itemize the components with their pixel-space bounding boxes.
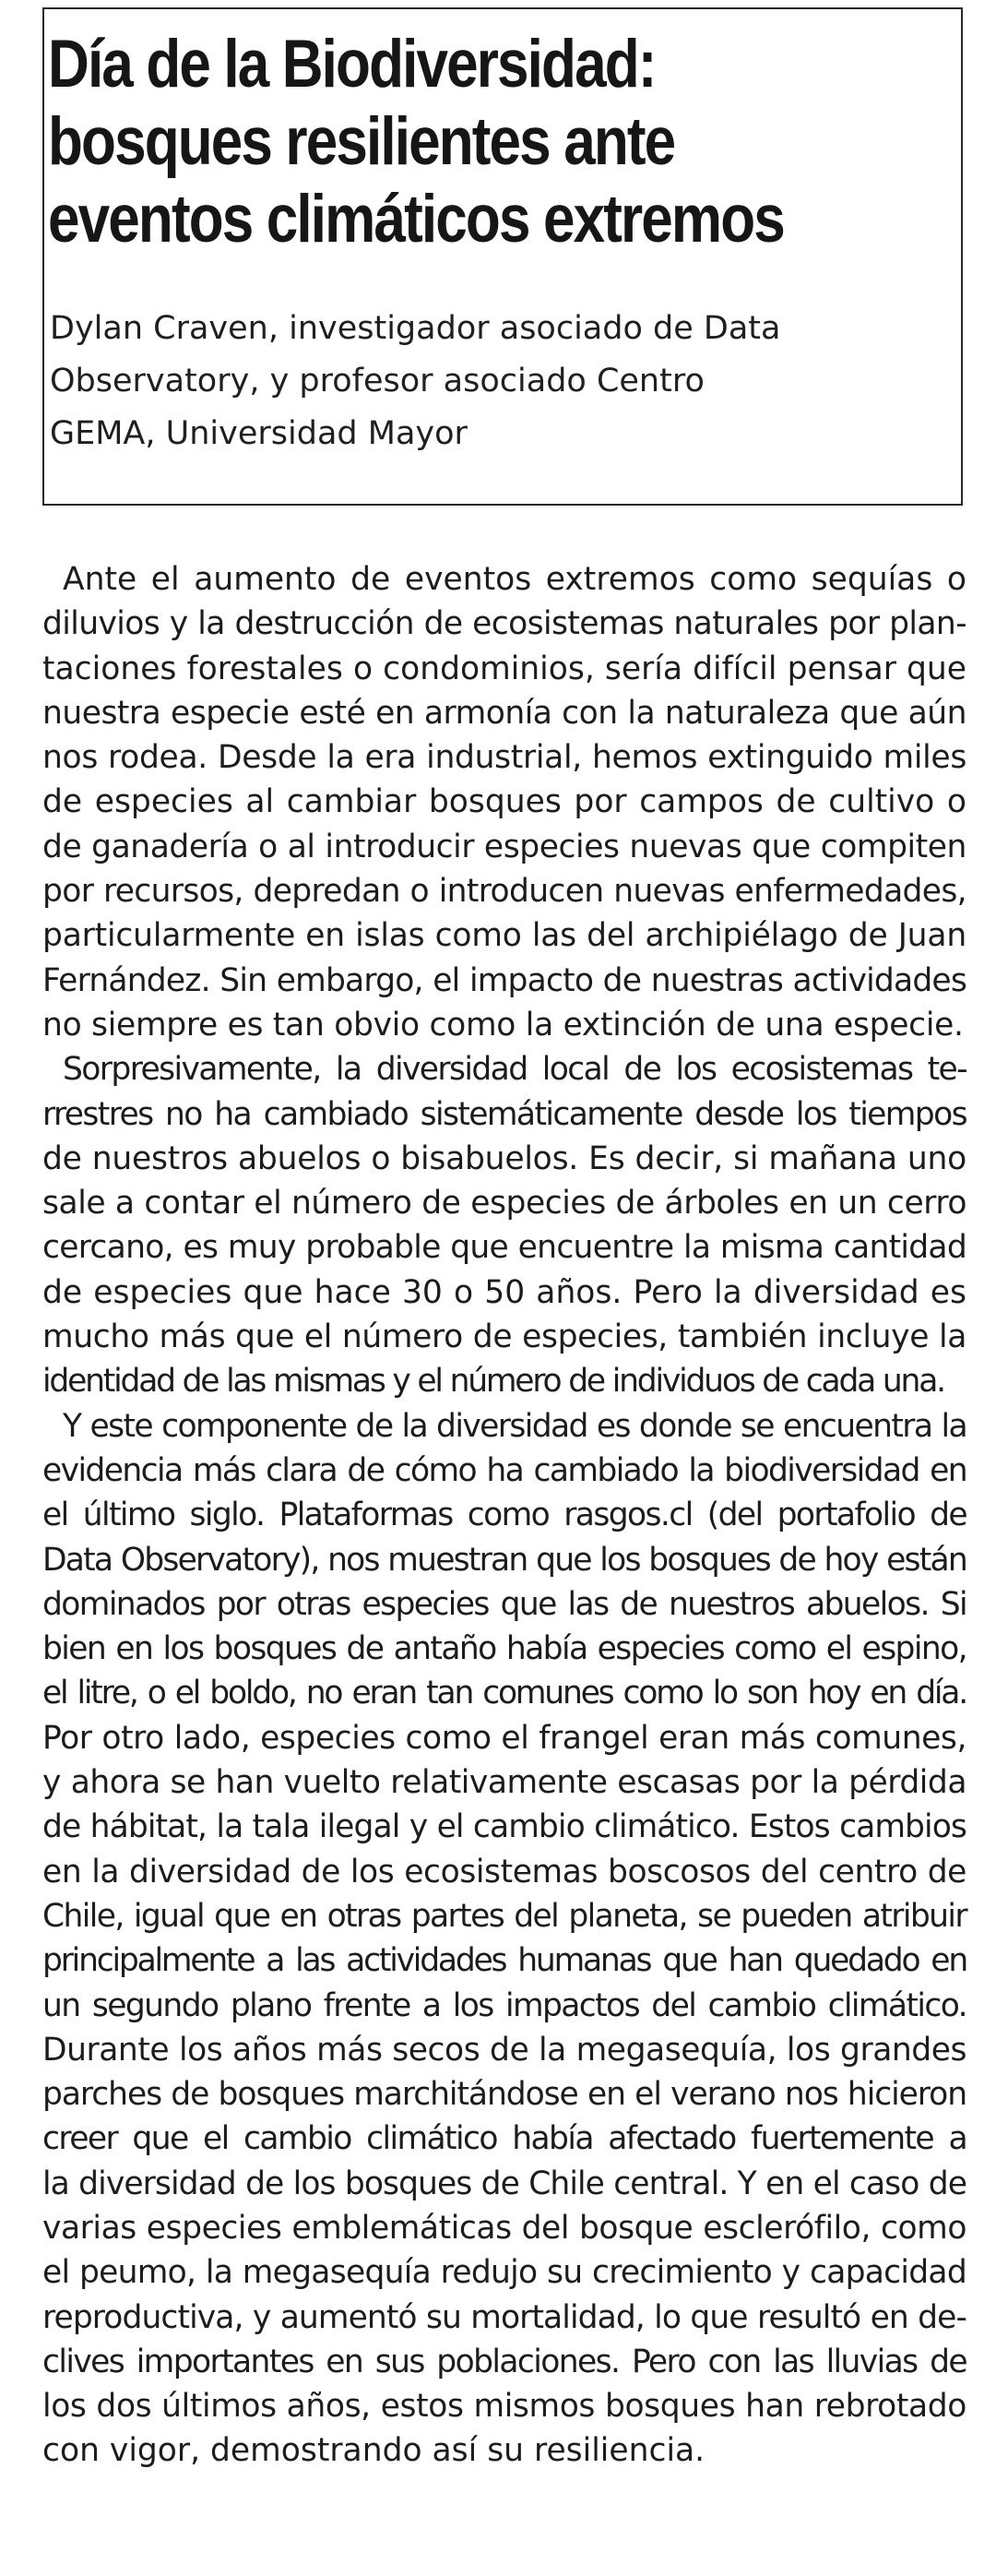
headline-line: Día de la Biodiversidad: — [48, 27, 656, 101]
paragraph-line: con vigor, demostrando así su resiliencia. — [42, 2432, 706, 2470]
paragraph-line: Durante los años más secos de la megasequía, los grandes — [42, 2031, 966, 2069]
paragraph-line: Chile, igual que en otras partes del planeta, se pueden atribuir — [42, 1897, 966, 1935]
paragraph-line: en la diversidad de los ecosistemas boscosos del centro de — [42, 1853, 966, 1890]
paragraph-line: de nuestros abuelos o bisabuelos. Es decir, si mañana uno — [42, 1139, 966, 1177]
paragraph-line: Y este componente de la diversidad es donde se encuentra la — [63, 1407, 966, 1445]
paragraph-line: creer que el cambio climático había afectado fuertemente a — [42, 2120, 966, 2158]
article-headline — [48, 26, 784, 258]
article-paragraph — [42, 1404, 966, 2474]
paragraph-line: particularmente en islas como las del archipiélago de Juan — [42, 917, 966, 955]
paragraph-line: de especies que hace 30 o 50 años. Pero la diversidad es — [42, 1273, 966, 1311]
paragraph-line: rrestres no ha cambiado sistemáticamente desde los tiempos — [42, 1095, 966, 1133]
paragraph-line: parches de bosques marchitándose en el verano nos hicieron — [42, 2076, 966, 2114]
paragraph-line: de especies al cambiar bosques por campos de cultivo o — [42, 783, 966, 821]
paragraph-line: Por otro lado, especies como el frangel eran más comunes, — [42, 1719, 966, 1757]
paragraph-line: Data Observatory), nos muestran que los bosques de hoy están — [42, 1541, 966, 1579]
paragraph-line: de ganadería o al introducir especies nuevas que compiten — [42, 828, 966, 865]
paragraph-line: evidencia más clara de cómo ha cambiado la biodiversidad en — [42, 1451, 966, 1489]
paragraph-line: bien en los bosques de antaño había especies como el espino, — [42, 1630, 966, 1668]
paragraph-line: la diversidad de los bosques de Chile central. Y en el caso de — [42, 2165, 966, 2202]
paragraph-line: diluvios y la destrucción de ecosistemas naturales por plan- — [42, 605, 966, 643]
headline-line: eventos climáticos extremos — [48, 182, 784, 256]
paragraph-line: el litre, o el boldo, no eran tan comunes como lo son hoy en día. — [42, 1675, 966, 1712]
paragraph-line: y ahora se han vuelto relativamente escasas por la pérdida — [42, 1764, 966, 1802]
paragraph-line: el último siglo. Plataformas como rasgos.cl (del portafolio de — [42, 1497, 966, 1534]
paragraph-line: reproductiva, y aumentó su mortalidad, lo que resultó en de- — [42, 2298, 966, 2336]
paragraph-line: dominados por otras especies que las de nuestros abuelos. Si — [42, 1585, 966, 1623]
paragraph-line: clives importantes en sus poblaciones. Pero con las lluvias de — [42, 2343, 966, 2380]
paragraph-line: nos rodea. Desde la era industrial, hemos extinguido miles — [42, 739, 966, 777]
byline-line: Observatory, y profesor asociado Centro — [50, 363, 705, 400]
paragraph-line: no siempre es tan obvio como la extinción de una especie. — [42, 1006, 964, 1044]
article-body — [42, 557, 966, 2474]
paragraph-line: de hábitat, la tala ilegal y el cambio climático. Estos cambios — [42, 1808, 966, 1846]
paragraph-line: taciones forestales o condominios, sería difícil pensar que — [42, 650, 966, 687]
paragraph-line: principalmente a las actividades humanas que han quedado en — [42, 1942, 966, 1980]
paragraph-line: el peumo, la megasequía redujo su crecimiento y capacidad — [42, 2254, 966, 2292]
paragraph-line: Sorpresivamente, la diversidad local de los ecosistemas te- — [63, 1051, 966, 1089]
paragraph-line: Ante el aumento de eventos extremos como sequías o — [63, 561, 966, 598]
paragraph-line: un segundo plano frente a los impactos del cambio climático. — [42, 1986, 966, 2024]
author-byline — [50, 303, 880, 460]
byline-line: GEMA, Universidad Mayor — [50, 415, 468, 452]
paragraph-line: los dos últimos años, estos mismos bosques han rebrotado — [42, 2388, 966, 2426]
paragraph-line: nuestra especie esté en armonía con la naturaleza que aún — [42, 694, 966, 732]
article-paragraph — [42, 1047, 966, 1403]
paragraph-line: sale a contar el número de especies de árboles en un cerro — [42, 1185, 966, 1222]
paragraph-line: por recursos, depredan o introducen nuevas enfermedades, — [42, 873, 966, 911]
headline-line: bosques resilientes ante — [48, 104, 675, 179]
byline-line: Dylan Craven, investigador asociado de Data — [50, 310, 781, 347]
paragraph-line: Fernández. Sin embargo, el impacto de nuestras actividades — [42, 961, 966, 999]
paragraph-line: cercano, es muy probable que encuentre la misma cantidad — [42, 1229, 966, 1267]
paragraph-line: identidad de las mismas y el número de individuos de cada una. — [42, 1363, 944, 1401]
article-paragraph — [42, 557, 966, 1047]
paragraph-line: varias especies emblemáticas del bosque esclerófilo, como — [42, 2209, 966, 2247]
paragraph-line: mucho más que el número de especies, también incluye la — [42, 1318, 966, 1356]
